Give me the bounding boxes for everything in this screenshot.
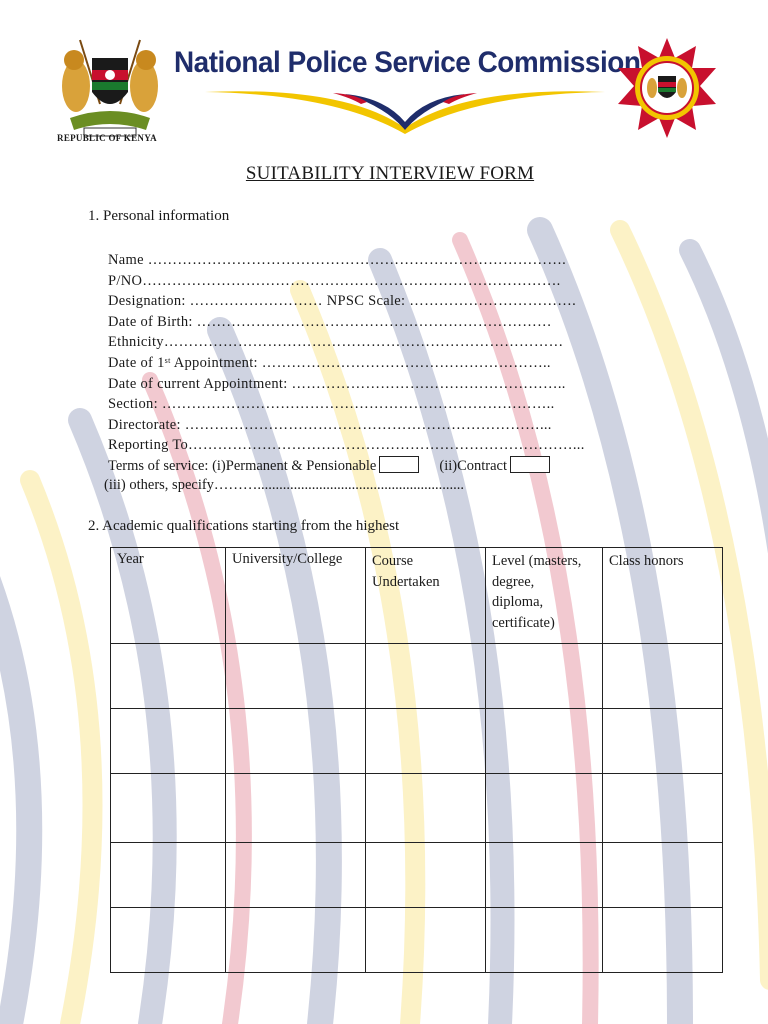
table-cell[interactable] <box>366 843 486 908</box>
table-cell[interactable] <box>603 843 723 908</box>
table-cell[interactable] <box>226 774 366 843</box>
first-appointment-label: Date of 1 <box>108 354 165 371</box>
table-cell[interactable] <box>111 843 226 908</box>
col-header-class-honors: Class honors <box>603 548 723 644</box>
table-cell[interactable] <box>486 908 603 973</box>
academic-qualifications-table <box>110 547 723 973</box>
form-title: SUITABILITY INTERVIEW FORM <box>245 163 535 184</box>
table-cell[interactable] <box>603 644 723 709</box>
personal-info-fields <box>108 250 585 477</box>
section-field[interactable]: Section: …………………………………………………………………….. <box>108 396 555 413</box>
commission-title: National Police Service Commission <box>174 46 641 79</box>
name-field[interactable]: Name …………………………………………………………………………. <box>108 252 567 268</box>
npsc-seal-icon <box>612 36 722 140</box>
col-header-university: University/College <box>226 548 366 644</box>
table-cell[interactable] <box>226 908 366 973</box>
table-cell[interactable] <box>111 774 226 843</box>
table-cell[interactable] <box>366 644 486 709</box>
table-cell[interactable] <box>486 843 603 908</box>
table-cell[interactable] <box>226 843 366 908</box>
col-header-level: Level (masters, degree, diploma, certificate) <box>486 548 603 644</box>
directorate-field[interactable]: Directorate: ………………………………………………………………... <box>108 416 552 433</box>
contract-checkbox[interactable] <box>510 456 550 473</box>
table-cell[interactable] <box>603 908 723 973</box>
first-appointment-dots: Appointment: ………………………………………………….. <box>170 354 551 371</box>
swoosh-banner <box>205 88 605 134</box>
pno-field[interactable]: P/NO…………………………………………………………………………. <box>108 272 561 289</box>
terms-permanent-label: Terms of service: (i)Permanent & Pensionable <box>108 457 377 474</box>
table-cell[interactable] <box>486 709 603 774</box>
permanent-checkbox[interactable] <box>379 456 419 473</box>
table-cell[interactable] <box>111 709 226 774</box>
table-row <box>111 774 723 843</box>
table-row <box>111 908 723 973</box>
table-cell[interactable] <box>603 709 723 774</box>
terms-of-service-row <box>108 456 585 477</box>
table-header-row <box>111 548 723 644</box>
current-appointment-field[interactable]: Date of current Appointment: ……………………………………………….. <box>108 375 566 392</box>
table-cell[interactable] <box>366 774 486 843</box>
table-cell[interactable] <box>486 774 603 843</box>
table-row <box>111 843 723 908</box>
table-cell[interactable] <box>603 774 723 843</box>
section-academic-qualifications-heading: 2. Academic qualifications starting from the highest <box>88 518 400 534</box>
col-header-year: Year <box>111 548 226 644</box>
designation-field[interactable]: Designation: ……………………… <box>108 293 327 310</box>
table-cell[interactable] <box>366 709 486 774</box>
designation-row <box>108 291 585 312</box>
table-cell[interactable] <box>111 908 226 973</box>
date-of-birth-field[interactable]: Date of Birth: ……………………………………………………………… <box>108 313 552 330</box>
table-row <box>111 644 723 709</box>
reporting-to-field[interactable]: Reporting To……………………………………………………………………... <box>108 437 585 454</box>
table-row <box>111 709 723 774</box>
table-cell[interactable] <box>111 644 226 709</box>
section-personal-information-heading: 1. Personal information <box>88 208 230 224</box>
table-cell[interactable] <box>226 709 366 774</box>
kenya-coat-of-arms-icon <box>50 34 170 146</box>
terms-contract-label: (ii)Contract <box>439 457 508 474</box>
table-cell[interactable] <box>366 908 486 973</box>
others-specify-field[interactable]: (iii) others, specify………......................................................... <box>104 477 465 493</box>
table-cell[interactable] <box>226 644 366 709</box>
first-appointment-superscript: st <box>164 355 171 365</box>
npsc-scale-field[interactable]: NPSC Scale: ……………………………. <box>326 293 577 310</box>
republic-of-kenya-label: REPUBLIC OF KENYA <box>57 133 157 143</box>
col-header-course: Course Undertaken <box>366 548 486 644</box>
table-cell[interactable] <box>486 644 603 709</box>
ethnicity-field[interactable]: Ethnicity……………………………………………………………………… <box>108 334 564 351</box>
first-appointment-field[interactable] <box>108 353 585 374</box>
